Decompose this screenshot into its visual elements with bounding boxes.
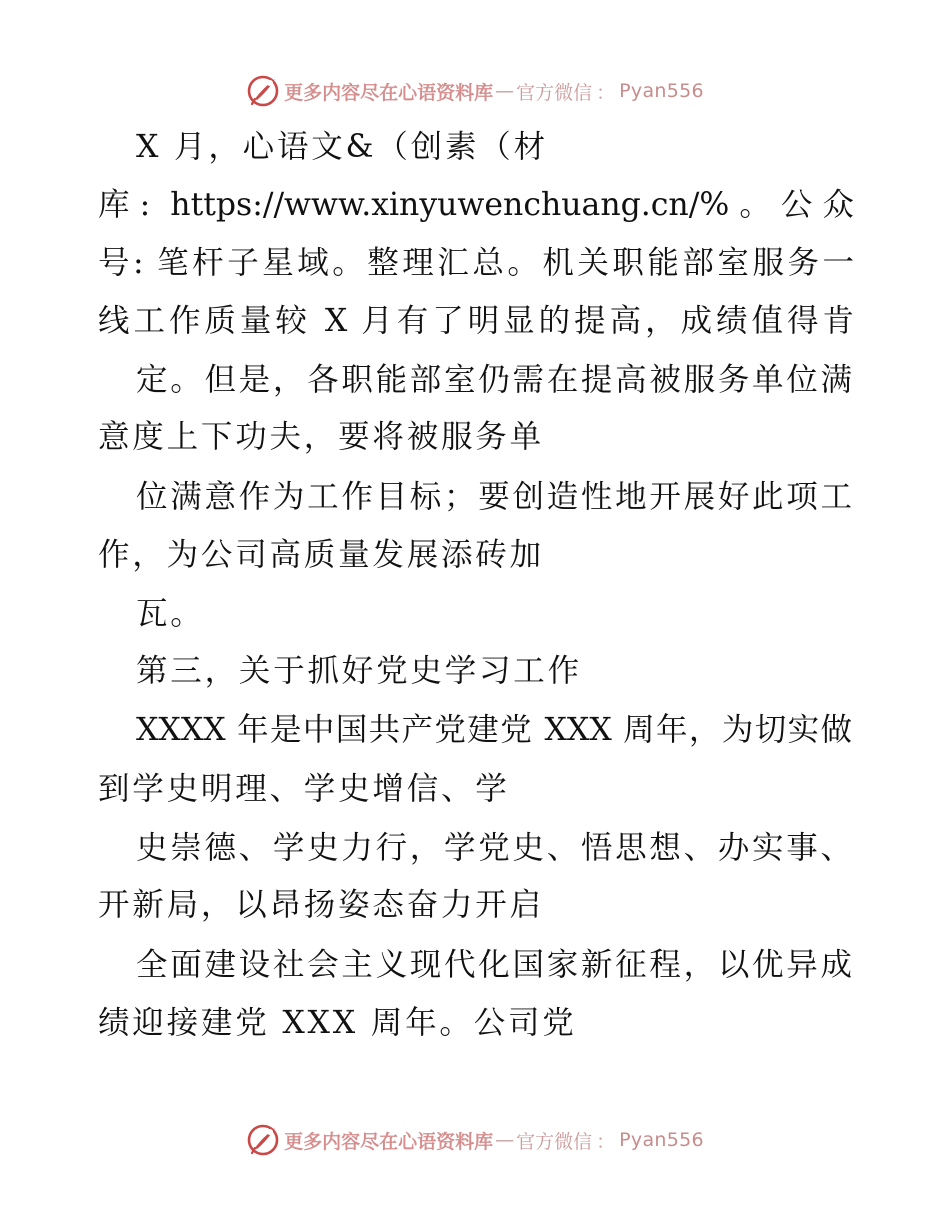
banner-main-text: 更多内容尽在心语资料库 xyxy=(284,81,494,104)
text-line: 位满意作为工作目标；要创造性地开展好此项工 xyxy=(136,479,852,515)
text-line: 定。但是，各职能部室仍需在提高被服务单位满 xyxy=(136,362,852,398)
banner-wechat-id: Pyan556 xyxy=(619,80,704,102)
banner-wechat-label: 官方微信 xyxy=(516,1130,593,1153)
text-line: X 月，心语文&（创素（材 xyxy=(136,129,548,165)
text-line: 库: https://www.xinyuwenchuang.cn/%。公众 xyxy=(98,187,854,223)
text-line: 开新局，以昂扬姿态奋力开启 xyxy=(98,887,544,923)
banner-wechat-label: 官方微信 xyxy=(516,81,593,104)
text-line: 到学史明理、学史增信、学 xyxy=(98,771,510,807)
text-line: 作，为公司高质量发展添砖加 xyxy=(98,537,544,573)
text-line: 号: 笔杆子星域。整理汇总。机关职能部室服务一 xyxy=(98,245,854,281)
text-line: XXXX 年是中国共产党建党 XXX 周年，为切实做 xyxy=(136,712,852,748)
banner-separator: — xyxy=(495,80,515,102)
banner-main-text: 更多内容尽在心语资料库 xyxy=(284,1130,494,1153)
text-line: 线工作质量较 X 月有了明显的提高，成绩值得肯 xyxy=(98,303,854,339)
banner-wechat-id: Pyan556 xyxy=(619,1129,704,1151)
banner-separator: — xyxy=(495,1129,515,1151)
banner-colon: ： xyxy=(596,81,616,104)
text-line: 瓦。 xyxy=(136,596,205,632)
text-line: 全面建设社会主义现代化国家新征程，以优异成 xyxy=(136,947,852,983)
text-line: 史崇德、学史力行，学党史、悟思想、办实事、 xyxy=(136,830,852,866)
section-heading: 第三，关于抓好党史学习工作 xyxy=(136,653,582,689)
quill-logo-icon xyxy=(246,1123,280,1157)
text-line: 意度上下功夫，要将被服务单 xyxy=(98,419,544,455)
text-line: 绩迎接建党 XXX 周年。公司党 xyxy=(98,1005,577,1041)
banner-colon: ： xyxy=(596,1130,616,1153)
footer-banner xyxy=(0,1120,950,1160)
